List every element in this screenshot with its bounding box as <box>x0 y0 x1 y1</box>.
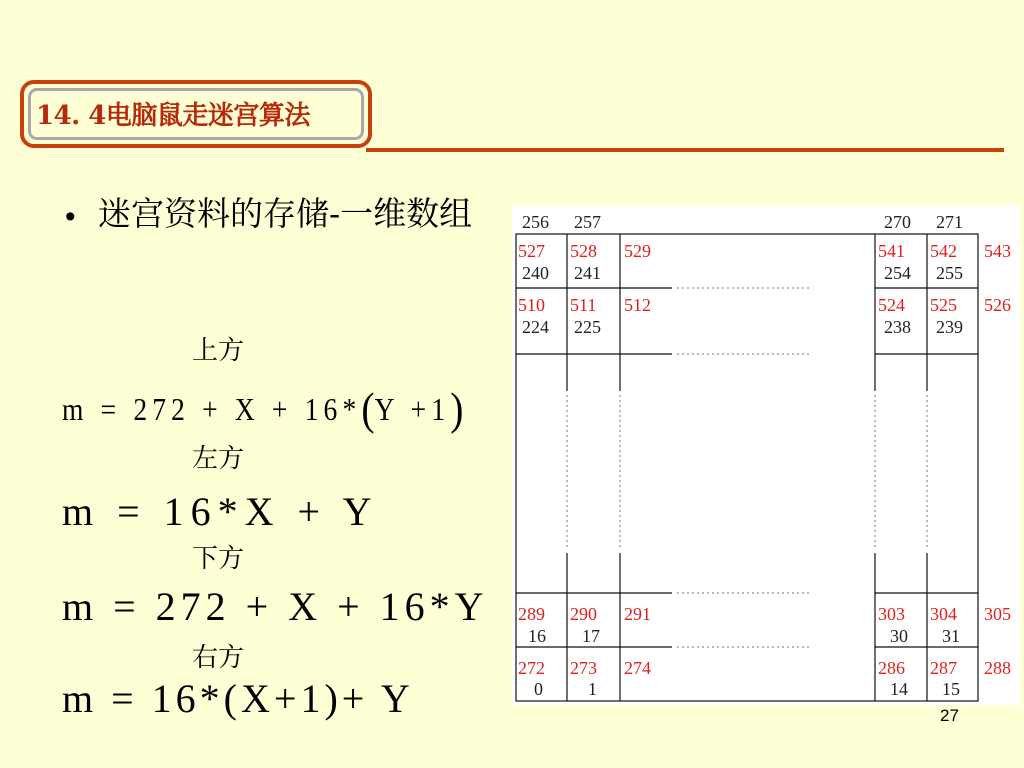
bullet-text: 迷宫资料的存储-一维数组 <box>98 194 473 233</box>
maze-black-number: 224 <box>522 317 549 337</box>
maze-top-number: 257 <box>574 212 601 232</box>
label-right: 右方 <box>192 643 245 673</box>
label-left: 左方 <box>192 444 245 474</box>
maze-top-number: 271 <box>936 212 963 232</box>
maze-red-number: 526 <box>984 295 1011 315</box>
maze-black-number: 30 <box>890 626 908 646</box>
formula-up <box>62 382 463 435</box>
maze-diagram <box>512 205 1020 705</box>
maze-red-number: 542 <box>930 241 957 261</box>
page-number: 27 <box>940 706 959 725</box>
label-down: 下方 <box>192 544 245 574</box>
slide-title: 14. 4电脑鼠走迷宫算法 <box>36 101 310 131</box>
maze-black-number: 225 <box>574 317 601 337</box>
label-up: 上方 <box>192 336 245 366</box>
maze-red-number: 529 <box>624 241 651 261</box>
maze-black-number: 0 <box>534 679 543 699</box>
maze-red-number: 288 <box>984 658 1011 678</box>
maze-black-number: 254 <box>884 263 911 283</box>
formula-up-open-paren: ( <box>361 383 375 434</box>
maze-red-number: 272 <box>518 658 545 678</box>
maze-red-number: 291 <box>624 604 651 624</box>
maze-top-number: 270 <box>884 212 911 232</box>
maze-red-number: 527 <box>518 241 545 261</box>
maze-red-number: 305 <box>984 604 1011 624</box>
maze-black-number: 240 <box>522 263 549 283</box>
formula-up-close-paren: ) <box>450 383 464 434</box>
maze-black-number: 241 <box>574 263 601 283</box>
maze-top-number: 256 <box>522 212 549 232</box>
maze-red-number: 528 <box>570 241 597 261</box>
maze-red-number: 290 <box>570 604 597 624</box>
maze-red-number: 304 <box>930 604 957 624</box>
maze-black-number: 31 <box>942 626 960 646</box>
formula-down: m = 272 + X + 16*Y <box>62 584 489 629</box>
formula-left: m = 16*X + Y <box>62 489 379 534</box>
maze-black-number: 255 <box>936 263 963 283</box>
maze-black-number: 15 <box>942 679 960 699</box>
maze-red-number: 524 <box>878 295 905 315</box>
maze-black-number: 238 <box>884 317 911 337</box>
maze-red-number: 273 <box>570 658 597 678</box>
title-box <box>20 80 372 148</box>
maze-red-number: 525 <box>930 295 957 315</box>
maze-red-number: 511 <box>570 295 597 315</box>
maze-black-number: 14 <box>890 679 908 699</box>
maze-black-number: 16 <box>528 626 546 646</box>
formula-up-main: m = 272 + X + 16* <box>62 391 362 427</box>
formula-up-inner: Y +1 <box>374 391 451 427</box>
maze-red-number: 289 <box>518 604 545 624</box>
maze-red-number: 512 <box>624 295 651 315</box>
maze-red-number: 286 <box>878 658 905 678</box>
maze-red-number: 303 <box>878 604 905 624</box>
maze-black-number: 1 <box>588 679 597 699</box>
bullet-icon: • <box>62 201 79 234</box>
maze-black-number: 239 <box>936 317 963 337</box>
title-underline <box>366 148 1004 152</box>
maze-red-number: 541 <box>878 241 905 261</box>
formula-right: m = 16*(X+1)+ Y <box>62 676 414 721</box>
maze-black-number: 17 <box>582 626 600 646</box>
maze-red-number: 543 <box>984 241 1011 261</box>
maze-red-number: 510 <box>518 295 545 315</box>
maze-red-number: 274 <box>624 658 651 678</box>
maze-red-number: 287 <box>930 658 957 678</box>
